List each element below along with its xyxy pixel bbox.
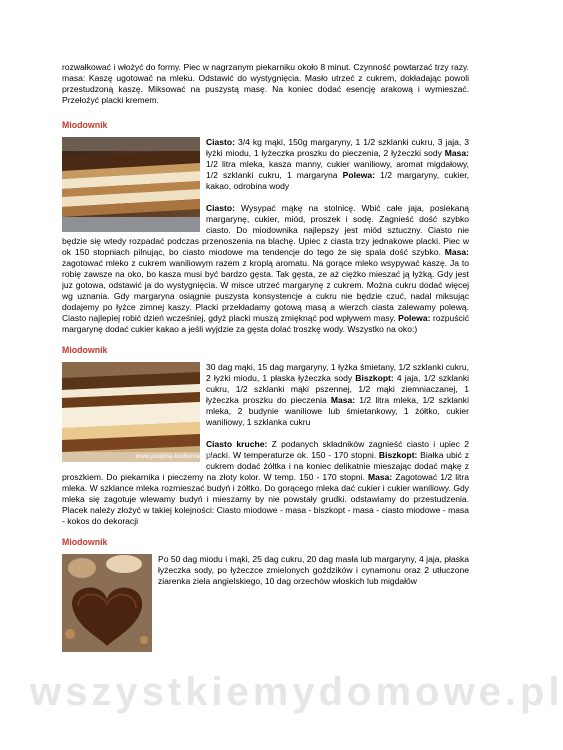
label-ciasto-kruche: Ciasto kruche: — [206, 439, 268, 449]
document-page — [62, 62, 469, 664]
recipe-section-1 — [62, 120, 469, 335]
label-polewa: Polewa: — [398, 313, 431, 323]
cake-photo-1 — [62, 137, 200, 232]
recipe-title-1: Miodownik — [62, 120, 108, 130]
cake-photo-3 — [62, 554, 152, 652]
intro-paragraph: rozwałkować i włożyć do formy. Piec w nagrzanym piekarniku około 8 minut. Czynność powtarzać trzy razy. masa: Kaszę ugotować na mleku. Odstawić do wystygnięcia. Masło utrzeć z cukrem, dokładając powoli przestudzoną kaszę. Miksować na puszystą masę. Na koniec dodać esencję arakową i wymieszać. Przełożyć placki kremem. — [62, 62, 469, 105]
label-masa: Masa: — [330, 395, 356, 405]
recipe-title-2: Miodownik — [62, 345, 108, 355]
recipe-section-3 — [62, 537, 469, 654]
cake-photo-2 — [62, 362, 213, 462]
text-segment: Białka ubić z cukrem dodać żółtka i na koniec delikatnie mieszając dodać mąkę z proszkiem. Do piekarnika i pieczemy na złoty kolor. W temp. 150 - 170 stopni. — [62, 450, 469, 482]
label-ciasto: Ciasto: — [206, 137, 235, 147]
label-ciasto: Ciasto: — [206, 203, 235, 213]
text-segment: Wysypać mąkę na stolnicę. Wbić całe jaja, posiekaną margarynę, cukier, miód, proszek i sodę. Zagnieść dość szybko ciasto. Do miodownika najlepszy jest miód sztuczny. Ciasto nie będzie się wtedy rozpadać podczas przenoszenia na blachę. Upiec z ciasta trzy jednakowe placki. Piec w ok 150 stopniach pilnując, bo ciasto miodowe ma tendencje do tego że się spala dość szybko. — [62, 203, 469, 257]
text-segment: 4 jaja, 1/2 szklanki cukru, 1/2 szklanki mąki pszennej, 1/2 mąki ziemniaczanej, 1 łyżeczka proszku do pieczenia — [206, 373, 469, 405]
text-segment: rozpuścić margarynę dodać cukier kakao a jeśli wyjdzie za gęsta dolać troszkę wody. Wszystko na oko:) — [62, 313, 469, 334]
label-masa: Masa: — [368, 472, 393, 482]
photo-caption: www.przepisy-kuchenne.info — [136, 454, 213, 460]
label-masa: Masa: — [444, 247, 469, 257]
text-segment: 1/2 margaryny, cukier, kakao, odrobina wody — [206, 170, 469, 191]
recipe-ingredients-3: Po 50 dag miodu i mąki, 25 dag cukru, 20 dag masła lub margaryny, 4 jaja, płaska łyżeczka sody, po łyżeczce zmielonych goździków i cynamonu oraz 2 utłuczone ziarenka ziela angielskiego, 10 dag orzechów włoskich lub migdałów — [158, 554, 469, 586]
text-segment: 30 dag mąki, 15 dag margaryny, 1 łyżka śmietany, 1/2 szklanki cukru, 2 łyżki miodu, 1 płaska łyżeczka sody — [206, 362, 469, 383]
recipe-title-3: Miodownik — [62, 537, 108, 547]
text-segment: 3/4 kg mąki, 150g margaryny, 1 1/2 szklanki cukru, 3 jaja, 3 łyżki miodu, 1 łyżeczka proszku do pieczenia, 2 łyżeczki sody — [206, 137, 469, 158]
label-masa: Masa: — [444, 148, 469, 158]
text-segment: Z podanych składników zagnieść ciasto i upiec 2 placki. W temperaturze ok. 150 - 170 stopni. — [206, 439, 470, 460]
text-segment: Zagotować 1/2 litra mleka. W szklance mleka rozmieszać budyń i żółtko. Do gorącego mleka dać cukier i cukier waniliowy. Gdy mleka się zagotuje wlewamy budyń i mieszamy by nie powstały grudki. odstawiamy do przestudzenia. Placek należy złożyć w takiej kolejności: Ciasto miodowe - masa - biszkopt - masa - ciasto miodowe - masa - kokos do dekoracji — [62, 472, 469, 526]
label-biszkopt: Biszkopt: — [355, 373, 394, 383]
text-segment: 1/2 litra mleka, kasza manny, cukier waniliowy, aromat migdałowy, 1/2 szklanki cukru, 1 margaryna — [206, 159, 469, 180]
text-segment: zagotować mleko z cukrem waniliowym razem z kroplą aromatu. Na gorące mleko wsypywać kaszę. Ja to robię zawsze na oko, bo kasza musi być bardzo gęsta. Tak gęsta, ze aż ciężko mieszać ją łyżką. Gdy jest juz gotowa, odstawić ja do wystygnięcia. W misce utrzeć margarynę z cukrem. Można cukru dodać więcej wg uznania. Gdy margaryna osiągnie puszysta konsystencje a cukru nie będzie czuć, nadal miksując dodajemy po łyżce zimnej kaszy. Placki przekładamy gotową masą a wierzch ciasta zalewamy polewą. Ciasto najlepiej robić dzień wcześniej, gdyż placki muszą zmięknąć pod wpływem masy. — [62, 258, 469, 323]
site-watermark: wszystkiemydomowe.pl — [30, 670, 563, 714]
label-polewa: Polewa: — [342, 170, 375, 180]
label-biszkopt: Biszkopt: — [378, 450, 418, 460]
recipe-section-2 — [62, 345, 469, 527]
text-segment: 1/2 litra mleka, 1/2 szklanki mleka, 2 budynie waniliowe lub śmietankowy, 1 żółtko, cukier waniliowy, 1 szklanka cukru — [206, 395, 469, 427]
